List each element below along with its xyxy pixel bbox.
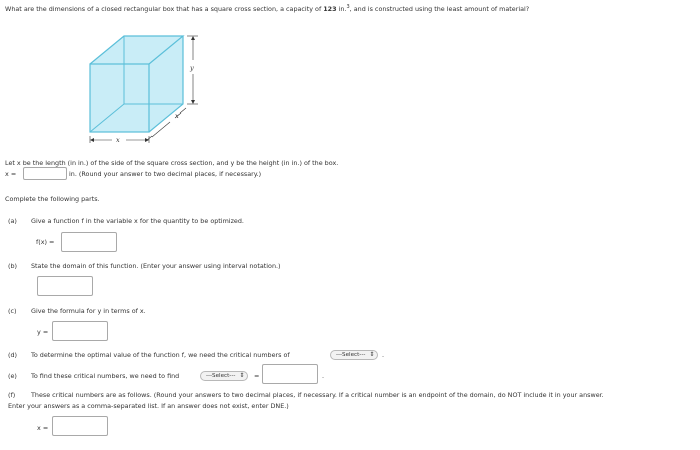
complete-instruction: Complete the following parts. [5,195,100,203]
x-label: x = [5,170,17,178]
part-f-text-line1: These critical numbers are as follows. (Round your answers to two decimal places, if necessary. If a critical number is an endpoint of the domain, do NOT include it in your answer. [31,391,604,399]
part-a-letter: (a) [8,217,17,225]
part-b-input[interactable] [37,276,93,296]
part-f-label: x = [37,424,49,432]
chevron-updown-icon: ⇕ [369,351,375,358]
capacity-value: 123 [323,5,337,14]
part-e-letter: (e) [8,372,17,380]
box-figure [80,30,210,148]
part-c-input[interactable] [52,321,108,341]
label-x-bottom: x [116,136,120,144]
part-f-input[interactable] [52,416,108,436]
part-e-text: To find these critical numbers, we need to find [31,372,180,380]
part-e-input[interactable] [262,364,318,384]
label-y: y [190,64,194,72]
part-e-select[interactable]: ---Select--- ⇕ [200,371,248,381]
label-x-side: x [175,112,179,120]
part-a-text: Give a function f in the variable x for the quantity to be optimized. [31,217,244,225]
part-c-letter: (c) [8,307,17,315]
part-d-text: To determine the optimal value of the function f, we need the critical numbers of [31,351,290,359]
x-unit-note: in. (Round your answer to two decimal places, if necessary.) [69,170,262,178]
part-b-letter: (b) [8,262,18,270]
part-c-label: y = [37,328,49,336]
part-c-text: Give the formula for y in terms of x. [31,307,146,315]
part-f-letter: (f) [8,391,16,399]
x-dimension-input[interactable] [23,167,67,180]
part-a-label: f(x) = [36,238,55,246]
part-b-text: State the domain of this function. (Enter your answer using interval notation.) [31,262,281,270]
part-a-input[interactable] [61,232,117,252]
question-text: What are the dimensions of a closed rectangular box that has a square cross section, a capacity of 123 in.$^3$, and is constructed using the least amount of material? [5,4,530,14]
intro-text: Let x be the length (in in.) of the side of the square cross section, and y be the height (in in.) of the box. [5,159,339,167]
part-d-select[interactable]: ---Select--- ⇕ [330,350,378,360]
part-d-letter: (d) [8,351,18,359]
chevron-updown-icon: ⇕ [239,372,245,379]
part-f-text-line2: Enter your answers as a comma-separated list. If an answer does not exist, enter DNE.) [8,402,289,410]
